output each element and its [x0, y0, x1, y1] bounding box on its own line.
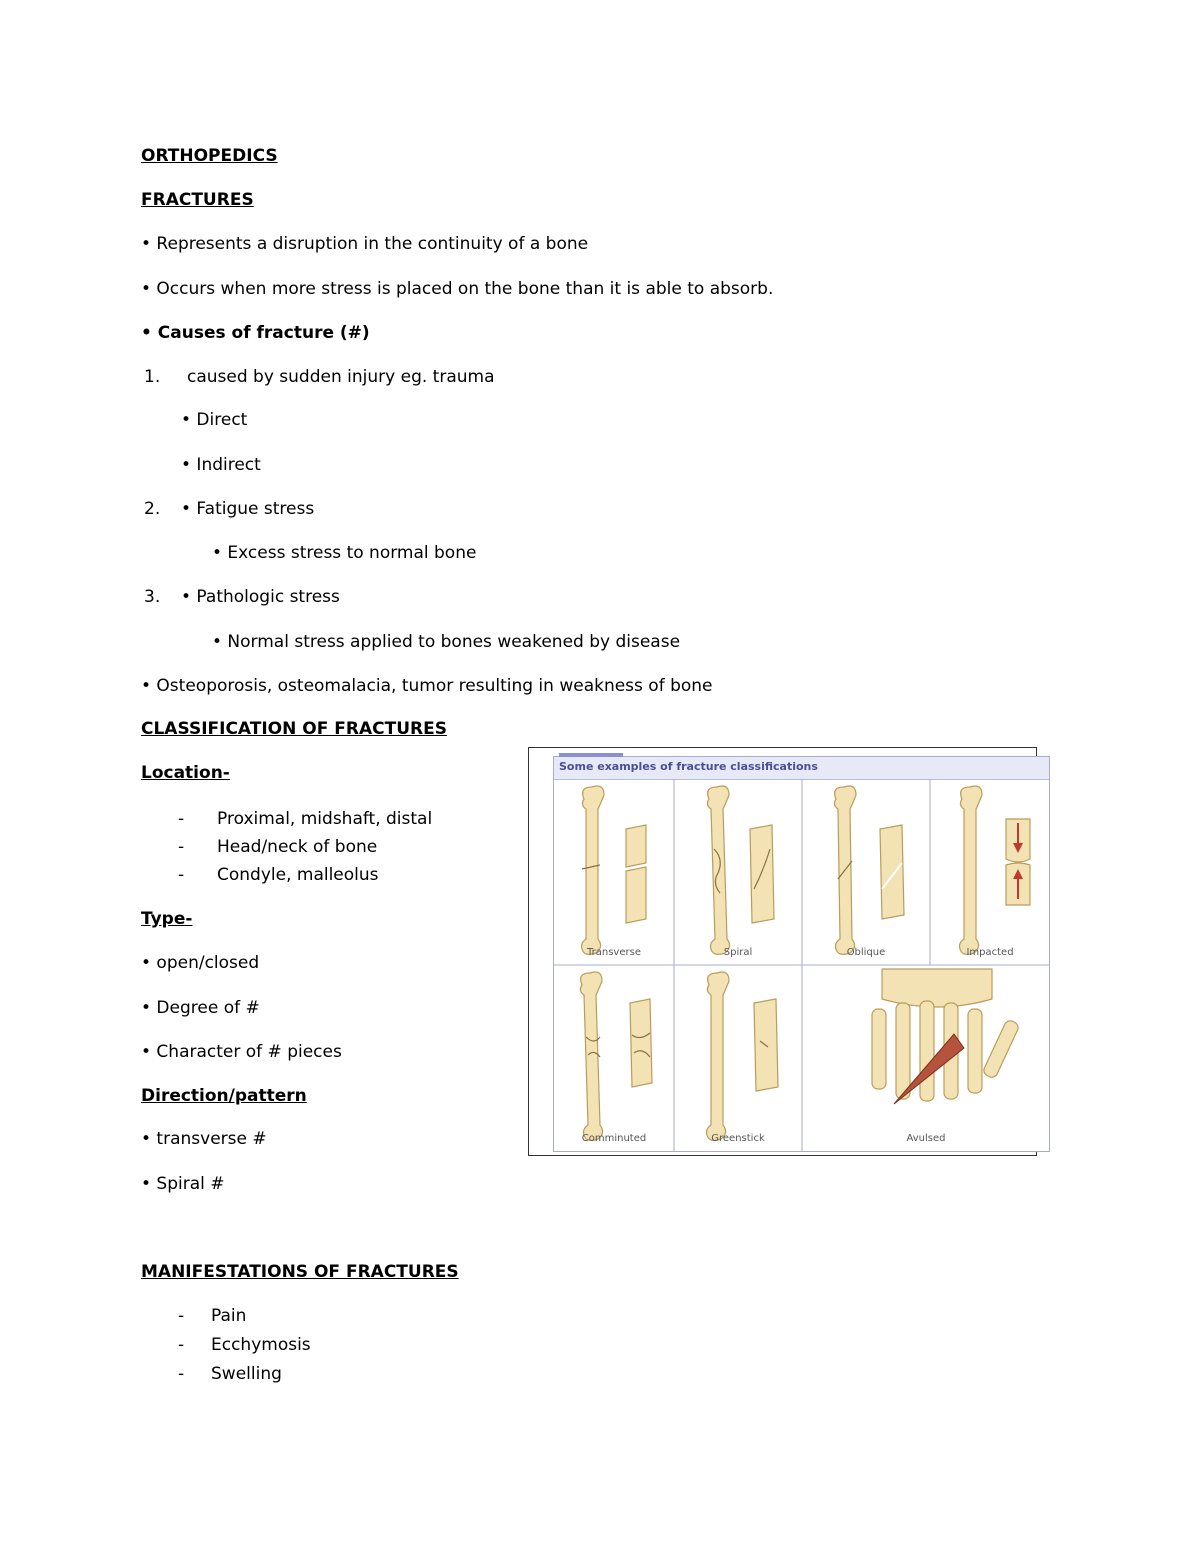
comminuted-fracture-illustration [580, 972, 652, 1140]
direction-item: • Spiral # [141, 1174, 225, 1194]
location-item: Head/neck of bone [217, 837, 378, 857]
location-item: Condyle, malleolus [217, 865, 379, 885]
type-item: • Character of # pieces [141, 1042, 342, 1062]
section-heading-manifestations: MANIFESTATIONS OF FRACTURES [141, 1262, 459, 1282]
dash-marker: - [178, 837, 185, 857]
causes-heading: • Causes of fracture (#) [141, 323, 370, 343]
cause-text: caused by sudden injury eg. trauma [187, 367, 495, 387]
cause-text: • Fatigue stress [181, 499, 315, 519]
manifestation-item: Ecchymosis [211, 1335, 311, 1355]
section-heading-fractures: FRACTURES [141, 190, 254, 210]
transverse-fracture-illustration [582, 786, 647, 954]
cause-number: 1. [144, 367, 161, 387]
fracture-classification-figure [528, 747, 1037, 1156]
section-heading-classification: CLASSIFICATION OF FRACTURES [141, 719, 447, 739]
direction-heading: Direction/pattern [141, 1086, 307, 1106]
direction-item: • transverse # [141, 1129, 267, 1149]
type-heading: Type- [141, 909, 193, 929]
cause-number: 3. [144, 587, 161, 607]
label-avulsed: Avulsed [906, 1133, 946, 1144]
page-title: ORTHOPEDICS [141, 146, 278, 166]
figure-panel [553, 756, 1050, 1152]
type-item: • Degree of # [141, 998, 260, 1018]
bullet-stress: • Occurs when more stress is placed on the bone than it is able to absorb. [141, 279, 774, 299]
bullet-definition: • Represents a disruption in the continuity of a bone [141, 234, 589, 254]
location-heading: Location- [141, 763, 230, 783]
label-transverse: Transverse [587, 947, 641, 958]
manifestation-item: Swelling [211, 1364, 282, 1384]
dash-marker: - [178, 1335, 185, 1355]
label-impacted: Impacted [966, 947, 1014, 958]
avulsed-fracture-illustration [872, 969, 1020, 1101]
figure-title-accent [559, 753, 623, 757]
cause-text: • Pathologic stress [181, 587, 340, 607]
figure-title-bar [554, 757, 1049, 780]
label-comminuted: Comminuted [581, 1133, 647, 1144]
bullet-osteoporosis: • Osteoporosis, osteomalacia, tumor resulting in weakness of bone [141, 676, 713, 696]
impacted-fracture-illustration [960, 786, 1031, 954]
manifestation-item: Pain [211, 1306, 247, 1326]
cause-subitem: • Direct [181, 410, 248, 430]
dash-marker: - [178, 865, 185, 885]
label-greenstick: Greenstick [711, 1133, 765, 1144]
spiral-fracture-illustration [707, 786, 774, 954]
cause-subitem: • Excess stress to normal bone [212, 543, 477, 563]
cause-number: 2. [144, 499, 161, 519]
greenstick-fracture-illustration [707, 972, 779, 1140]
type-item: • open/closed [141, 953, 260, 973]
dash-marker: - [178, 809, 185, 829]
cause-subitem: • Indirect [181, 455, 261, 475]
location-item: Proximal, midshaft, distal [217, 809, 433, 829]
dash-marker: - [178, 1306, 185, 1326]
label-oblique: Oblique [846, 947, 886, 958]
oblique-fracture-illustration [834, 786, 904, 954]
figure-title: Some examples of fracture classifications [559, 760, 818, 773]
cause-subitem: • Normal stress applied to bones weakened by disease [212, 632, 681, 652]
dash-marker: - [178, 1364, 185, 1384]
fracture-illustrations [554, 779, 1049, 1151]
label-spiral: Spiral [723, 947, 753, 958]
